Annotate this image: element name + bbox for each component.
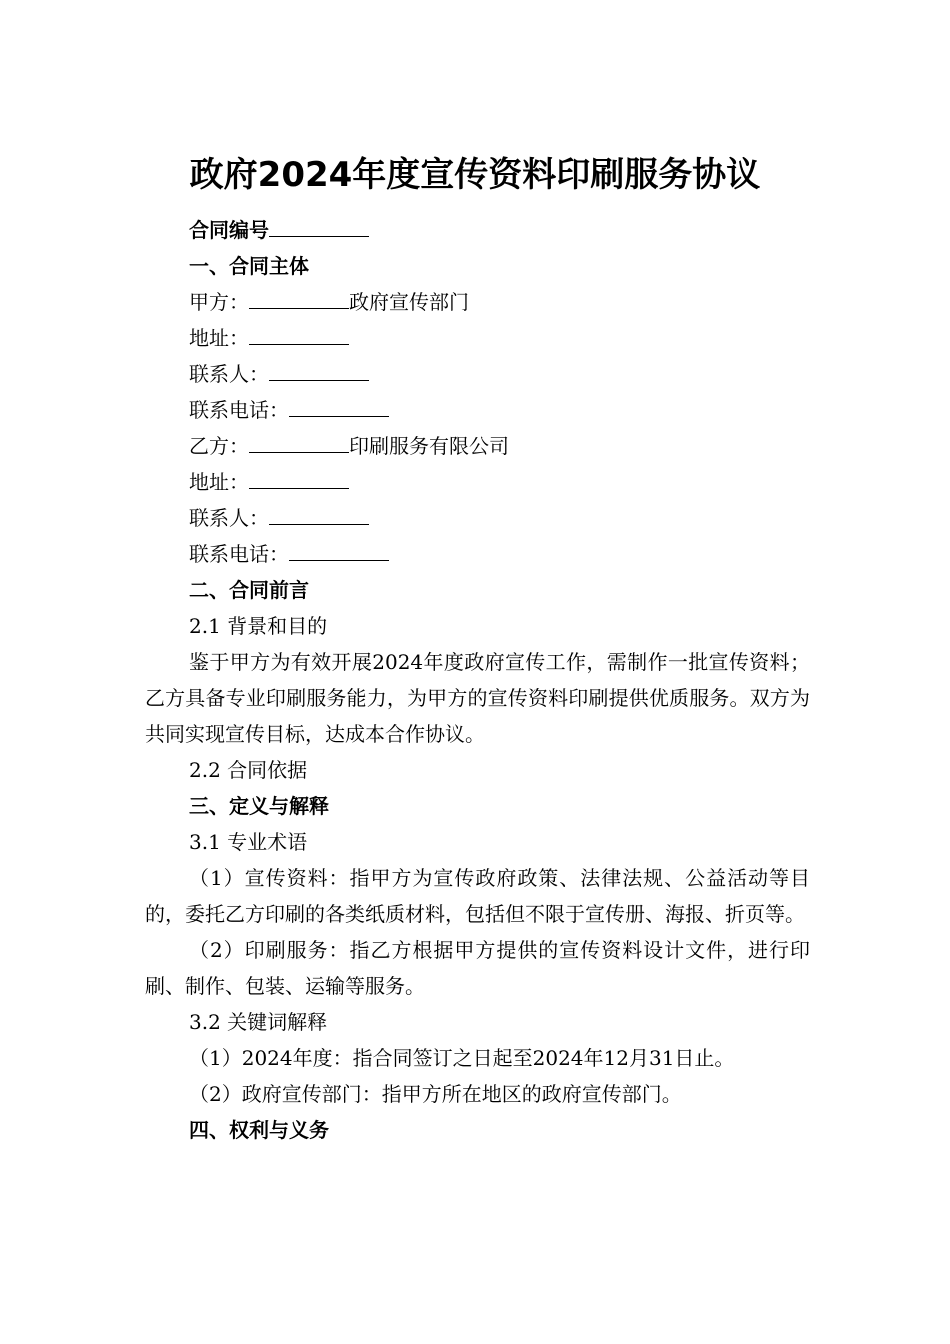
party-b-suffix: 印刷服务有限公司 xyxy=(349,434,509,458)
document-body xyxy=(145,212,810,1148)
party-a-suffix: 政府宣传部门 xyxy=(349,290,469,314)
keyword-1: （1）2024年度：指合同签订之日起至2024年12月31日止。 xyxy=(189,1046,735,1070)
party-b-address-line xyxy=(145,464,810,500)
section-1-heading: 一、合同主体 xyxy=(189,254,309,278)
subsection-3-1: 3.1 专业术语 xyxy=(189,830,308,854)
party-a-label: 甲方： xyxy=(189,290,249,314)
party-a-address-label: 地址： xyxy=(189,326,249,350)
party-b-phone-line xyxy=(145,536,810,572)
section-2-heading: 二、合同前言 xyxy=(189,578,309,602)
subsection-2-1: 2.1 背景和目的 xyxy=(189,614,328,638)
party-b-address-blank xyxy=(249,464,349,489)
subsection-2-2: 2.2 合同依据 xyxy=(189,758,308,782)
party-a-address-line xyxy=(145,320,810,356)
contract-number-label: 合同编号 xyxy=(189,218,269,242)
party-a-contact-label: 联系人： xyxy=(189,362,269,386)
keyword-2: （2）政府宣传部门：指甲方所在地区的政府宣传部门。 xyxy=(189,1082,682,1106)
document-title: 政府2024年度宣传资料印刷服务协议 xyxy=(189,155,761,195)
party-b-phone-blank xyxy=(289,536,389,561)
definition-1: （1）宣传资料：指甲方为宣传政府政策、法律法规、公益活动等目的，委托乙方印刷的各类纸质材料，包括但不限于宣传册、海报、折页等。 xyxy=(145,866,810,926)
party-b-contact-line xyxy=(145,500,810,536)
party-a-address-blank xyxy=(249,320,349,345)
party-b-contact-label: 联系人： xyxy=(189,506,269,530)
party-b-address-label: 地址： xyxy=(189,470,249,494)
party-b-contact-blank xyxy=(269,500,369,525)
subsection-3-2: 3.2 关键词解释 xyxy=(189,1010,328,1034)
contract-number-blank xyxy=(269,212,369,237)
section-3-heading: 三、定义与解释 xyxy=(189,794,329,818)
party-b-blank xyxy=(249,428,349,453)
definition-2: （2）印刷服务：指乙方根据甲方提供的宣传资料设计文件，进行印刷、制作、包装、运输等服务。 xyxy=(145,938,810,998)
party-b-phone-label: 联系电话： xyxy=(189,542,289,566)
party-b-line xyxy=(145,428,810,464)
party-a-phone-label: 联系电话： xyxy=(189,398,289,422)
party-a-contact-line xyxy=(145,356,810,392)
party-a-blank xyxy=(249,284,349,309)
party-a-contact-blank xyxy=(269,356,369,381)
party-a-phone-line xyxy=(145,392,810,428)
contract-number-line xyxy=(145,212,810,248)
party-a-phone-blank xyxy=(289,392,389,417)
paragraph-2-1: 鉴于甲方为有效开展2024年度政府宣传工作，需制作一批宣传资料；乙方具备专业印刷服务能力，为甲方的宣传资料印刷提供优质服务。双方为共同实现宣传目标，达成本合作协议。 xyxy=(145,650,810,746)
party-b-label: 乙方： xyxy=(189,434,249,458)
party-a-line xyxy=(145,284,810,320)
section-4-heading: 四、权利与义务 xyxy=(189,1118,329,1142)
